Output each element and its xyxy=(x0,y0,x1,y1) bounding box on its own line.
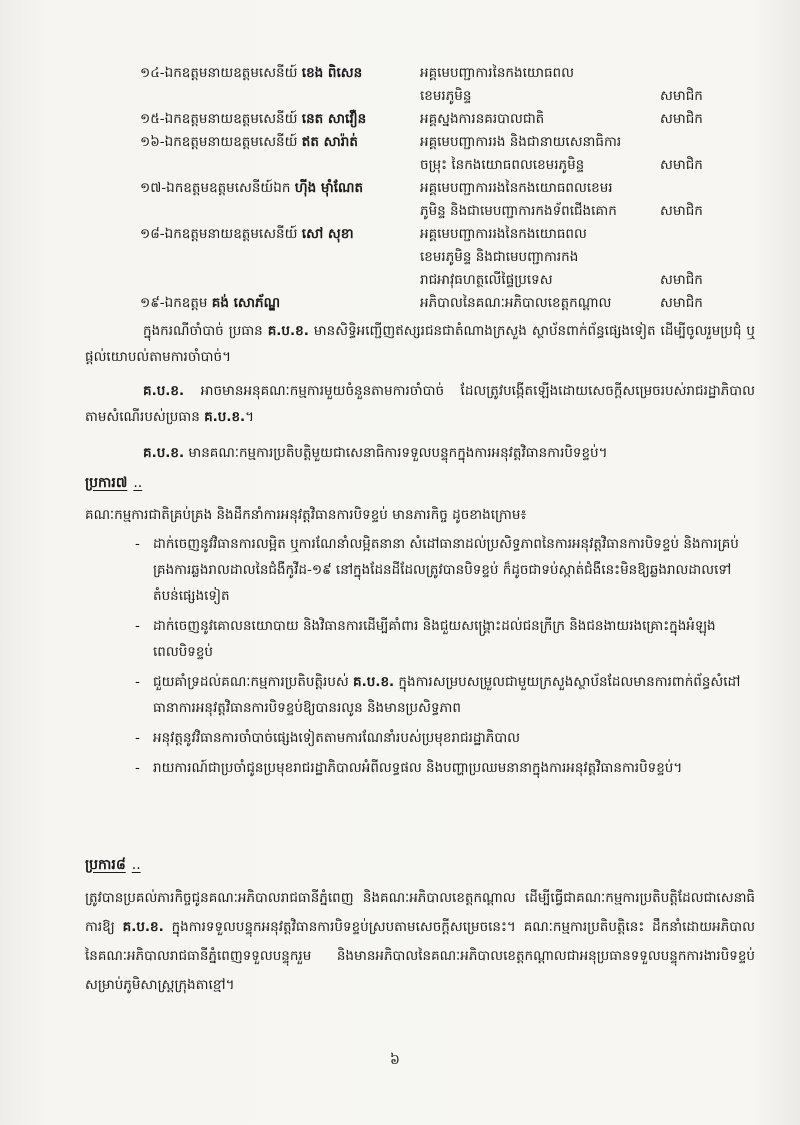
member-line xyxy=(140,154,780,177)
page-number: ៦ xyxy=(390,1052,400,1068)
member-name: ១៥-ឯកឧត្តមនាយឧត្តមសេនីយ៍ នេត សាវឿន xyxy=(140,111,367,127)
member-role: សមាជិក xyxy=(660,111,703,127)
member-name: ១៨-ឯកឧត្តមនាយឧត្តមសេនីយ៍ សៅ សុខា xyxy=(140,226,354,242)
article-7-duties xyxy=(135,531,755,785)
member-name: ១៦-ឯកឧត្តមនាយឧត្តមសេនីយ៍ ឥត សារ៉ាត់ xyxy=(140,134,358,150)
member-line xyxy=(140,108,780,131)
member-line xyxy=(140,85,780,108)
member-name: ១៩-ឯកឧត្តម គង់ សោភ័ណ្ឌ xyxy=(140,295,281,311)
member-name: ១៧-ឯកឧត្តមឧត្តមសេនីយ៍ឯក ហ៊ីង ម៉ាំណែត xyxy=(140,180,364,196)
member-line xyxy=(140,223,780,246)
paragraph-secretariat: គ.ប.ខ. មានគណៈកម្មការប្រតិបត្តិមួយជាសេនាធិការទទួលបន្ទុកក្នុងការអនុវត្តវិធានការបិទខ្ទប់។ xyxy=(143,445,608,461)
list-item: - ដាក់ចេញនូវវិធានការលម្អិត ឬការណែនាំលម្អិតនានា សំដៅធានាដល់ប្រសិទ្ធភាពនៃការអនុវត្តវិធានការបិទខ្ទប់ និងការគ្រប់គ្រងការឆ្លងរាលដាលនៃជំងឺកូវីដ-១៩ នៅក្នុងដែនដីដែលត្រូវបានបិទខ្ទប់ ក៏ដូចជាទប់ស្កាត់ជំងឺនេះមិនឱ្យឆ្លងរាលដាលទៅតំបន់ផ្សេងទៀត xyxy=(135,531,755,609)
member-position: ខេមរភូមិន្ទ xyxy=(420,88,472,104)
member-name: ១៤-ឯកឧត្តមនាយឧត្តមសេនីយ៍ ខេង ពិសេន xyxy=(140,65,363,81)
member-list xyxy=(140,62,780,315)
member-position: ខេមរភូមិន្ទ និងជាមេបញ្ជាការកង xyxy=(420,249,579,265)
list-item: - ជួយគាំទ្រដល់គណៈកម្មការប្រតិបត្តិរបស់ គ.ប.ខ. ក្នុងការសម្របសម្រួលជាមួយក្រសួងស្ថាប័នដែលមានការពាក់ព័ន្ធសំដៅធានាការអនុវត្តវិធានការបិទខ្ទប់ឱ្យបានរលូន និងមានប្រសិទ្ធភាព xyxy=(135,669,755,721)
paragraph-subcommittee: គ.ប.ខ. អាចមានអនុគណៈកម្មការមួយចំនួនតាមការចាំបាច់ ដែលត្រូវបង្កើតឡើងដោយសេចក្ដីសម្រេចរបស់រាជរដ្ឋាភិបាល តាមសំណើរបស់ប្រធាន គ.ប.ខ.។ xyxy=(85,383,755,425)
member-line xyxy=(140,269,780,292)
member-position: អគ្គស្នងការនគរបាលជាតិ xyxy=(420,111,545,127)
article-8-body: ត្រូវបានប្រគល់ភារកិច្ចជូនគណៈអភិបាលរាជធានីភ្នំពេញ និងគណៈអភិបាលខេត្តកណ្ដាល ដើម្បីធ្វើជាគណៈកម្មការប្រតិបត្តិដែលជាសេនាធិការឱ្យ គ.ប.ខ. ក្នុងការទទួលបន្ទុកអនុវត្តវិធានការបិទខ្ទប់ស្របតាមសេចក្ដីសម្រេចនេះ។ គណៈកម្មការប្រតិបត្តិនេះ ដឹកនាំដោយអភិបាលនៃគណៈអភិបាលរាជធានីភ្នំពេញទទួលបន្ទុករួម និងមានអភិបាលនៃគណៈអភិបាលខេត្តកណ្ដាលជាអនុប្រធានទទួលបន្ទុកការងារបិទខ្ទប់សម្រាប់ភូមិសាស្ត្រក្រុងតាខ្មៅ។ xyxy=(85,890,755,993)
member-position: រាជអាវុធហត្ថលើផ្ទៃប្រទេស xyxy=(420,272,553,288)
article-7-heading: ប្រការ៧ .. xyxy=(85,475,143,491)
list-item: - រាយការណ៍ជាប្រចាំជូនប្រមុខរាជរដ្ឋាភិបាលអំពីលទ្ធផល និងបញ្ហាប្រឈមនានាក្នុងការអនុវត្តវិធានការបិទខ្ទប់។ xyxy=(135,755,755,781)
list-item: - អនុវត្តនូវវិធានការចាំបាច់ផ្សេងទៀតតាមការណែនាំរបស់ប្រមុខរាជរដ្ឋាភិបាល xyxy=(135,725,755,751)
member-position: អគ្គមេបញ្ជាការរងនៃកងយោធពល xyxy=(420,226,587,242)
member-line xyxy=(140,292,780,315)
member-line xyxy=(140,62,780,85)
article-7-intro: គណៈកម្មការជាតិគ្រប់គ្រង និងដឹកនាំការអនុវត្តវិធានការបិទខ្ទប់ មានភារកិច្ច ដូចខាងក្រោម៖ xyxy=(85,507,527,523)
member-position: ភូមិន្ទ និងជាមេបញ្ជាការកងទ័ពជើងគោក xyxy=(420,203,617,219)
member-role: សមាជិក xyxy=(660,272,703,288)
member-position: អគ្គមេបញ្ជាការនៃកងយោធពល xyxy=(420,65,574,81)
member-position: អគ្គមេបញ្ជាការរង និងជានាយសេនាធិការ xyxy=(420,134,622,150)
article-8-heading: ប្រការ៨ .. xyxy=(85,857,141,873)
member-line xyxy=(140,246,780,269)
member-role: សមាជិក xyxy=(660,88,703,104)
list-item: - ដាក់ចេញនូវគោលនយោបាយ និងវិធានការដើម្បីគាំពារ និងជួយសង្គ្រោះដល់ជនក្រីក្រ និងជនងាយរងគ្រោះក្នុងអំឡុងពេលបិទខ្ទប់ xyxy=(135,613,755,665)
member-line xyxy=(140,200,780,223)
member-line xyxy=(140,177,780,200)
member-line xyxy=(140,131,780,154)
member-position: ចម្រុះ នៃកងយោធពលខេមរភូមិន្ទ xyxy=(420,157,585,173)
member-role: សមាជិក xyxy=(660,295,703,311)
paragraph-invite: ក្នុងករណីចាំបាច់ ប្រធាន គ.ប.ខ. មានសិទ្ធិអញ្ជើញឥស្សរជនជាតំណាងក្រសួង ស្ថាប័នពាក់ព័ន្ធផ្សេងទៀត ដើម្បីចូលរួមប្រជុំ ឬផ្ដល់យោបល់តាមការចាំបាច់។ xyxy=(85,323,755,365)
member-role: សមាជិក xyxy=(660,203,703,219)
member-position: អគ្គមេបញ្ជាការរងនៃកងយោធពលខេមរ xyxy=(420,180,613,196)
member-position: អភិបាលនៃគណៈអភិបាលខេត្តកណ្ដាល xyxy=(420,295,612,311)
member-role: សមាជិក xyxy=(660,157,703,173)
